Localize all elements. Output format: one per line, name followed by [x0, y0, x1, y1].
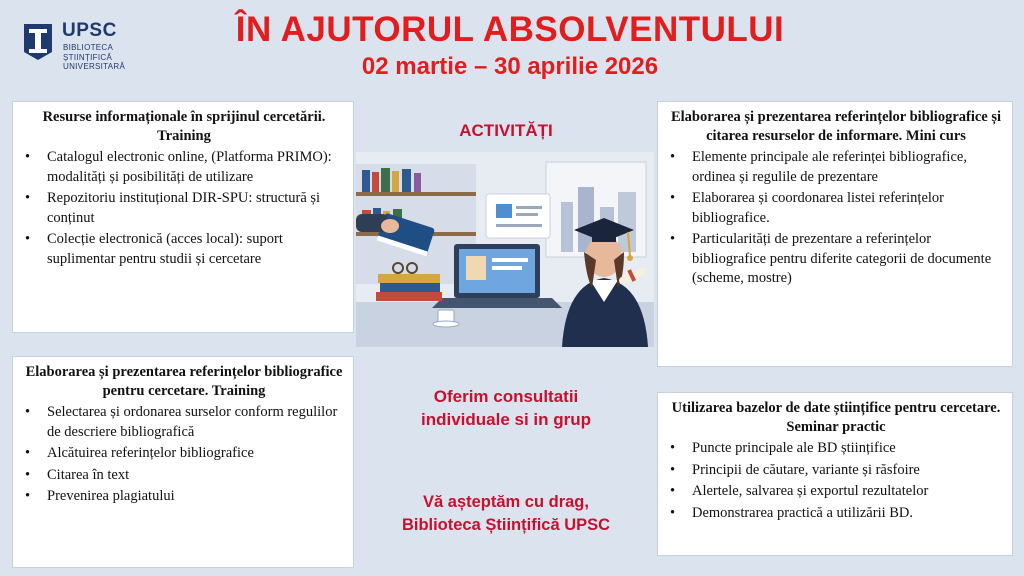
logo-sub-line: ȘTIINȚIFICĂ — [63, 52, 113, 62]
upsc-logo — [22, 18, 142, 74]
panel-research-resources — [12, 101, 354, 333]
list-item: • Selectarea și ordonarea surselor conform regulilor de descriere bibliografică — [47, 403, 345, 442]
panel-list — [668, 439, 1004, 523]
closing-text — [356, 491, 656, 537]
list-item: • Elaborarea și coordonarea listei referințelor bibliografice. — [692, 189, 1004, 228]
consultations-line: individuale si in grup — [420, 410, 592, 429]
panel-list — [668, 148, 1004, 289]
panel-list — [23, 403, 345, 507]
list-item: • Alertele, salvarea și exportul rezultatelor — [692, 482, 1004, 502]
library-logo-icon — [22, 22, 54, 62]
panel-title: Utilizarea bazelor de date științifice pentru cercetare. Seminar practic — [671, 400, 1001, 435]
logo-subtitle — [63, 43, 125, 72]
list-item: • Citarea în text — [47, 466, 345, 486]
list-item: • Colecție electronică (acces local): suport suplimentar pentru studii și cercetare — [47, 230, 345, 269]
closing-line: Biblioteca Științifică UPSC — [401, 516, 611, 534]
list-item: • Particularități de prezentare a referințelor bibliografice pentru diferite categorii de documente (scheme, mostre) — [692, 230, 1004, 289]
panel-references-mini-course — [657, 101, 1013, 367]
panel-title: Elaborarea și prezentarea referințelor bibliografice pentru cercetare. Training — [25, 364, 343, 399]
graduate-studying-illustration — [356, 152, 654, 347]
activities-heading: ACTIVITĂȚI — [459, 121, 553, 140]
list-item: • Prevenirea plagiatului — [47, 487, 345, 507]
panel-list — [23, 148, 345, 269]
list-item: • Puncte principale ale BD științifice — [692, 439, 1004, 459]
list-item: • Principii de căutare, variante și răsfoire — [692, 461, 1004, 481]
list-item: • Elemente principale ale referinței bibliografice, ordinea și regulile de prezentare — [692, 148, 1004, 187]
closing-line: Vă așteptăm cu drag, — [423, 493, 589, 511]
list-item: • Catalogul electronic online, (Platforma PRIMO): modalități și posibilități de utilizare — [47, 148, 345, 187]
panel-bibliographic-references-training — [12, 356, 354, 568]
page-title: ÎN AJUTORUL ABSOLVENTULUI — [235, 10, 785, 49]
event-dates: 02 martie – 30 aprilie 2026 — [361, 53, 659, 80]
list-item: • Alcătuirea referințelor bibliografice — [47, 444, 345, 464]
panel-title: Resurse informaționale în sprijinul cercetării. Training — [42, 109, 326, 144]
logo-name: UPSC — [62, 20, 117, 41]
list-item: • Repozitoriu instituțional DIR-SPU: structură și conținut — [47, 189, 345, 228]
logo-sub-line: UNIVERSITARĂ — [63, 62, 126, 71]
list-item: • Demonstrarea practică a utilizării BD. — [692, 504, 1004, 524]
consultations-text — [356, 385, 656, 431]
consultations-line: Oferim consultatii — [433, 387, 579, 406]
panel-title: Elaborarea și prezentarea referințelor bibliografice și citarea resurselor de informare. Mini curs — [670, 109, 1002, 144]
logo-sub-line: BIBLIOTECA — [63, 43, 114, 52]
panel-databases-seminar — [657, 392, 1013, 556]
